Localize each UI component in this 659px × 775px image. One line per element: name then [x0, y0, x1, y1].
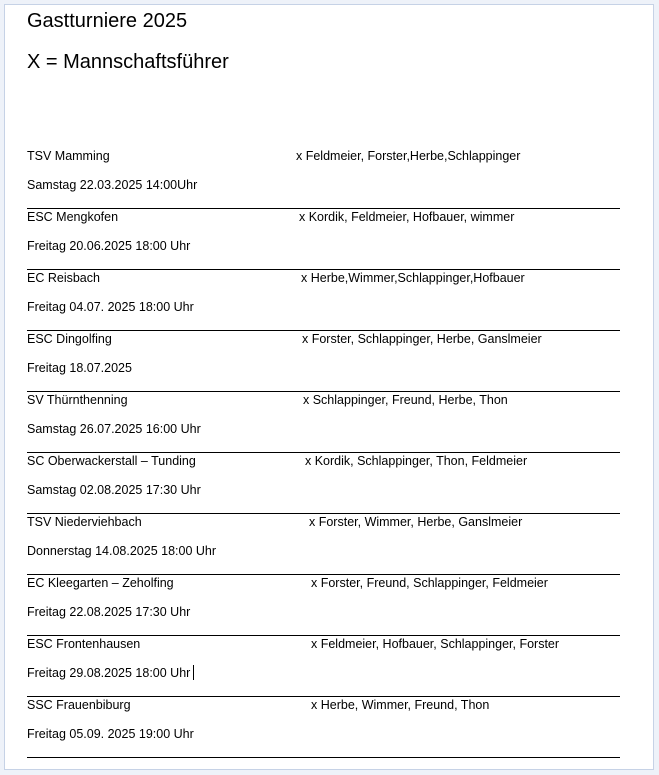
- club-name: ESC Mengkofen: [27, 210, 119, 224]
- tournament-entry: [27, 636, 620, 697]
- club-name: EC Kleegarten – Zeholfing: [27, 576, 174, 590]
- club-name: TSV Niederviehbach: [27, 515, 142, 529]
- tournament-entry: [27, 209, 620, 270]
- captains-list: x Forster, Wimmer, Herbe, Ganslmeier: [309, 515, 523, 529]
- club-name: EC Reisbach: [27, 271, 100, 285]
- event-date: Donnerstag 14.08.2025 18:00 Uhr: [27, 544, 217, 558]
- tournament-entry: [27, 148, 620, 209]
- document-title: Gastturniere 2025: [27, 10, 188, 32]
- event-date: Samstag 22.03.2025 14:00Uhr: [27, 178, 198, 192]
- event-date: Freitag 04.07. 2025 18:00 Uhr: [27, 300, 194, 314]
- club-name: ESC Dingolfing: [27, 332, 112, 346]
- tournament-entry: [27, 453, 620, 514]
- event-date: Samstag 26.07.2025 16:00 Uhr: [27, 422, 201, 436]
- captains-list: x Kordik, Schlappinger, Thon, Feldmeier: [305, 454, 528, 468]
- event-date: [27, 665, 194, 681]
- captains-list: x Herbe,Wimmer,Schlappinger,Hofbauer: [301, 271, 525, 285]
- club-name: SSC Frauenbiburg: [27, 698, 131, 712]
- tournament-entry: [27, 697, 620, 758]
- captains-list: x Forster, Freund, Schlappinger, Feldmeier: [311, 576, 548, 590]
- event-date: Freitag 20.06.2025 18:00 Uhr: [27, 239, 191, 253]
- captains-list: x Herbe, Wimmer, Freund, Thon: [311, 698, 490, 712]
- captains-list: x Forster, Schlappinger, Herbe, Ganslmeier: [302, 332, 542, 346]
- captains-list: x Kordik, Feldmeier, Hofbauer, wimmer: [299, 210, 515, 224]
- event-date: Freitag 05.09. 2025 19:00 Uhr: [27, 727, 194, 741]
- tournament-entry: [27, 331, 620, 392]
- tournament-entry: [27, 575, 620, 636]
- event-date-text: Freitag 29.08.2025 18:00 Uhr: [27, 666, 191, 680]
- document-page[interactable]: [4, 4, 654, 770]
- captains-list: x Schlappinger, Freund, Herbe, Thon: [303, 393, 508, 407]
- tournament-entry: [27, 392, 620, 453]
- event-date: Samstag 02.08.2025 17:30 Uhr: [27, 483, 201, 497]
- club-name: SV Thürnthenning: [27, 393, 128, 407]
- club-name: SC Oberwackerstall – Tunding: [27, 454, 196, 468]
- captains-list: x Feldmeier, Hofbauer, Schlappinger, Forster: [311, 637, 560, 651]
- captain-legend: X = Mannschaftsführer: [27, 51, 229, 73]
- captains-list: x Feldmeier, Forster,Herbe,Schlappinger: [296, 149, 521, 163]
- event-date: Freitag 18.07.2025: [27, 361, 132, 375]
- club-name: TSV Mamming: [27, 149, 110, 163]
- club-name: ESC Frontenhausen: [27, 637, 141, 651]
- tournament-entry: [27, 270, 620, 331]
- text-cursor: [193, 665, 194, 680]
- tournament-entry: [27, 514, 620, 575]
- event-date: Freitag 22.08.2025 17:30 Uhr: [27, 605, 191, 619]
